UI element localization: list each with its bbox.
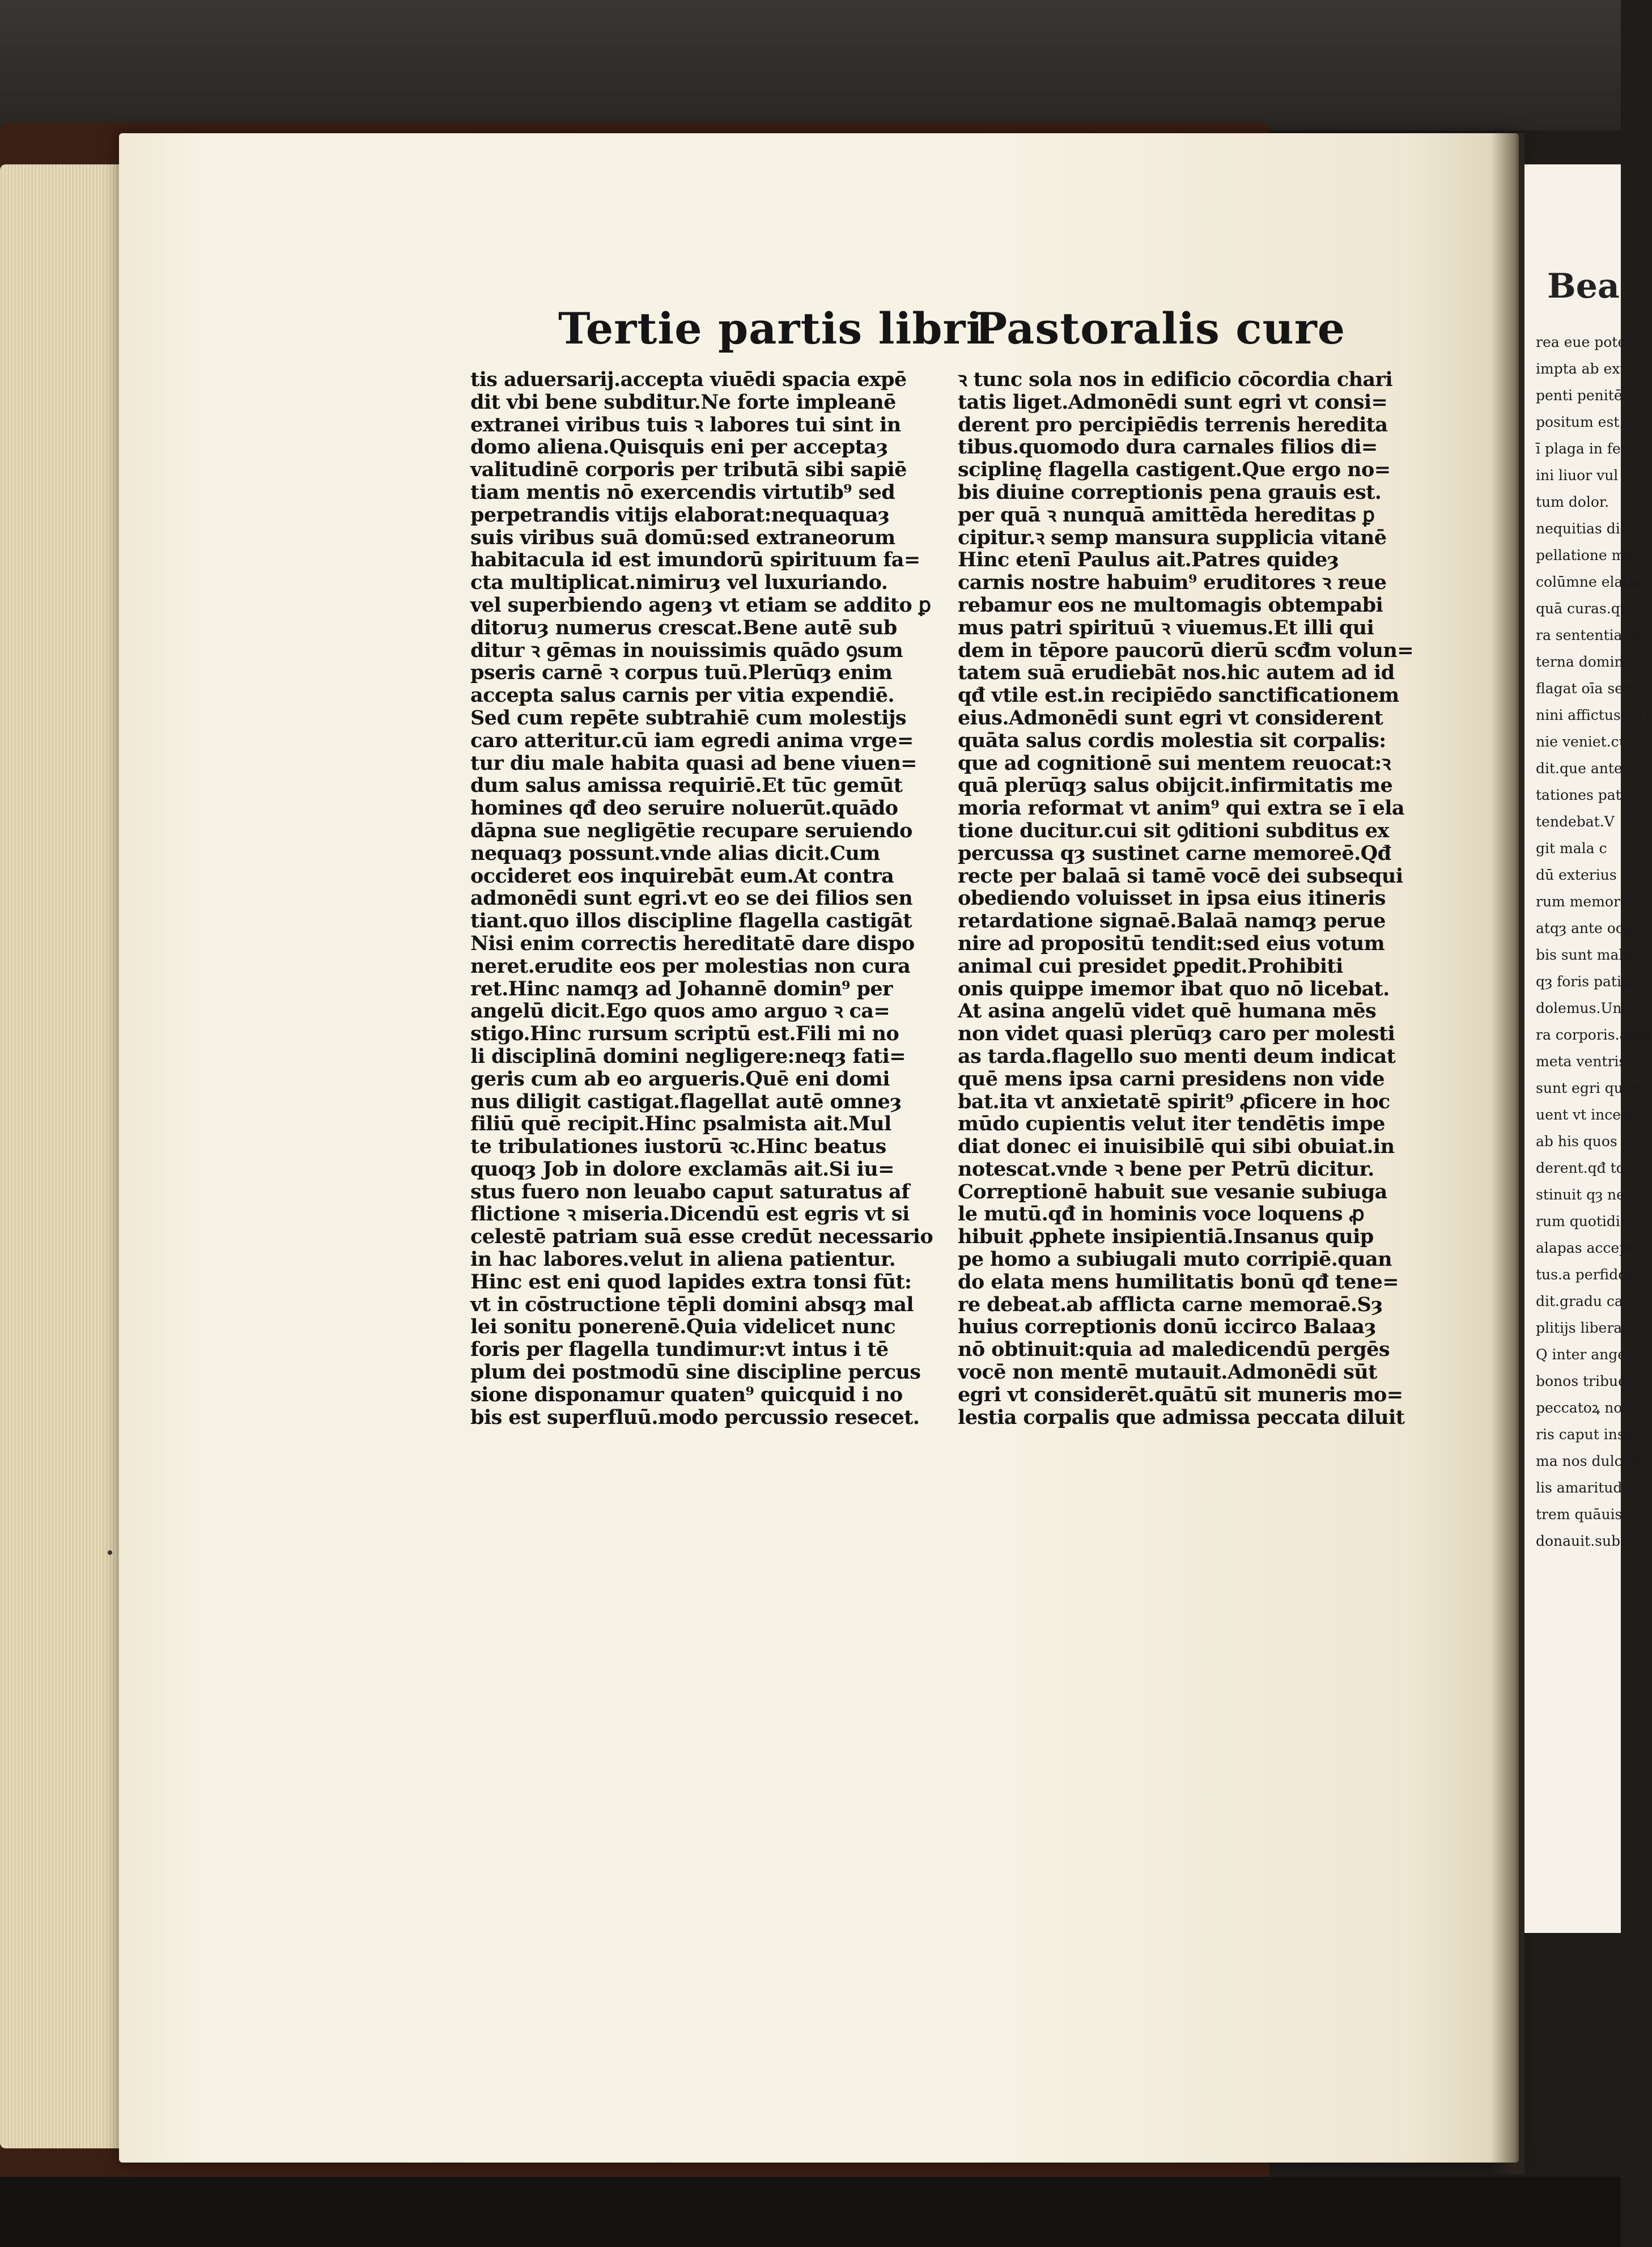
text-line: admonēdi sunt egri.vt eo se dei filios sen	[470, 887, 913, 910]
text-line: quoqȝ Job in dolore exclamās ait.Si iu=	[470, 1157, 894, 1181]
text-line: ī plaga in fec	[1536, 440, 1629, 457]
text-line: celestē patriam suā esse credūt necessario	[470, 1225, 933, 1249]
text-line: derent pro percipiēdis terrenis heredita	[958, 413, 1388, 436]
text-line: quā curas.qui	[1536, 600, 1634, 617]
text-line: At asina angelū videt quē humana mēs	[958, 999, 1377, 1023]
text-line: quē mens ipsa carni presidens non vide	[958, 1067, 1385, 1091]
text-line: nire ad propositū tendit:sed eius votum	[958, 931, 1385, 955]
text-line: carnis nostre habuim⁹ eruditores ꝛ reue	[958, 571, 1387, 595]
text-line: angelū dicit.Ego quos amo arguo ꝛ ca=	[470, 999, 890, 1023]
text-line: domo aliena.Quisquis eni per acceptaȝ	[470, 435, 888, 459]
text-line: nie veniet.cū	[1536, 734, 1628, 750]
text-line: dolemus.Unde	[1536, 1000, 1640, 1016]
text-line: ꝛ tunc sola nos in edificio cōcordia chari	[958, 368, 1393, 391]
text-line: alapas accepi	[1536, 1240, 1633, 1256]
text-line: in hac labores.velut in aliena patientur.	[470, 1248, 896, 1271]
text-line: Hinc est eni quod lapides extra tonsi fūt:	[470, 1270, 912, 1294]
text-line: lis amaritudin	[1536, 1479, 1636, 1496]
text-line: sione disponamur quaten⁹ quicquid i no	[470, 1383, 903, 1406]
text-line: Q inter angelor	[1536, 1346, 1646, 1363]
text-line: nini affictus illi	[1536, 707, 1643, 723]
text-line: filiū quē recipit.Hinc psalmista ait.Mul	[470, 1112, 891, 1136]
text-line: ditur ꝛ gēmas in nouissimis quādo ꝯsum	[470, 638, 903, 662]
text-line: colūmne elatus	[1536, 574, 1645, 590]
text-line: sciplinę flagella castigent.Que ergo no=	[958, 458, 1391, 482]
text-line: tendebat.V	[1536, 813, 1615, 830]
text-line: suis viribus suā domū:sed extraneorum	[470, 525, 895, 549]
adjacent-page-text	[1524, 329, 1652, 1554]
text-line: flictione ꝛ miseria.Dicendū est egris vt si	[470, 1202, 910, 1226]
text-line: impta ab ext	[1536, 361, 1626, 377]
text-line: bat.ita vt anxietatē spirit⁹ ꝓficere in hoc	[958, 1089, 1390, 1113]
text-line: te tribulationes iustorū ꝛc.Hinc beatus	[470, 1135, 886, 1159]
text-line: bis diuine correptionis pena grauis est.	[958, 480, 1382, 504]
text-line: tiant.quo illos discipline flagella castigāt	[470, 909, 912, 933]
text-line: dit vbi bene subditur.Ne forte impleanē	[470, 390, 896, 414]
adjacent-page	[1524, 164, 1652, 1933]
text-line: plum dei postmodū sine discipline percus	[470, 1360, 921, 1384]
text-line: Nisi enim correctis hereditatē dare dispo	[470, 931, 915, 955]
text-line: git mala c	[1536, 840, 1607, 857]
text-line: notescat.vnde ꝛ bene per Petrū dicitur.	[958, 1157, 1374, 1181]
text-line: mūdo cupientis velut iter tendētis impe	[958, 1112, 1385, 1136]
text-line: rea eue poteri	[1536, 334, 1638, 350]
text-line: dit.gradu cati	[1536, 1293, 1633, 1309]
text-line: mus patri spirituū ꝛ viuemus.Et illi qui	[958, 616, 1374, 639]
text-line: nō obtinuit:quia ad maledicendū pergēs	[958, 1338, 1390, 1362]
text-line: percussa qȝ sustinet carne memoreē.Qđ	[958, 841, 1391, 865]
text-line: eius.Admonēdi sunt egri vt considerent	[958, 706, 1383, 730]
text-line: derent.qđ to	[1536, 1160, 1625, 1176]
text-line: quāta salus cordis molestia sit corpalis:	[958, 728, 1386, 752]
page-edges	[0, 164, 130, 2148]
text-line: tus.a perfidor	[1536, 1266, 1634, 1283]
text-line: foris per flagella tundimur:vt intus i tē	[470, 1338, 889, 1362]
text-line: uent vt incessa	[1536, 1106, 1644, 1123]
text-line: nequitias di	[1536, 520, 1620, 537]
text-line: penti penitē	[1536, 387, 1623, 404]
text-line: vt in cōstructione tēpli domini absqȝ mal	[470, 1292, 914, 1316]
text-line: stinuit qȝ ne	[1536, 1186, 1625, 1203]
text-line: rum memori	[1536, 893, 1625, 910]
text-line: vocē non mentē mutauit.Admonēdi sūt	[958, 1360, 1377, 1384]
background-top	[0, 0, 1621, 130]
text-line: hibuit ꝓphete insipientiā.Insanus quip	[958, 1225, 1374, 1249]
text-line: per quā ꝛ nunquā amittēda hereditas ꝑ	[958, 503, 1375, 527]
text-line: vel superbiendo agenȝ vt etiam se addito ꝑ	[470, 593, 931, 617]
text-line: nus diligit castigat.flagellat autē omneȝ	[470, 1089, 902, 1113]
text-line: flagat oīa secret	[1536, 680, 1652, 697]
text-line: ris caput inspu	[1536, 1426, 1643, 1443]
text-line: pe homo a subiugali muto corripiē.quan	[958, 1248, 1392, 1271]
text-line: dum salus amissa requiriē.Et tūc gemūt	[470, 774, 903, 798]
text-line: que ad cognitionē sui mentem reuocat:ꝛ	[958, 751, 1391, 775]
text-line: cta multiplicat.nimiruȝ vel luxuriando.	[470, 571, 888, 595]
text-column-right	[958, 368, 1413, 1429]
text-line: ra corporis.amp	[1536, 1027, 1651, 1043]
text-line: homines qđ deo seruire noluerūt.quādo	[470, 796, 898, 820]
text-line: tatis liget.Admonēdi sunt egri vt consi=	[958, 390, 1388, 414]
text-line: obediendo voluisset in ipsa eius itineris	[958, 887, 1386, 910]
text-line: diat donec ei inuisibilē qui sibi obuiat.in	[958, 1135, 1395, 1159]
text-line: onis quippe imemor ibat quo nō licebat.	[958, 977, 1390, 1000]
text-line: ditoruȝ numerus crescat.Bene autē sub	[470, 616, 897, 639]
text-line: huius correptionis donū iccirco Balaaȝ	[958, 1315, 1377, 1339]
text-line: animal cui presidet ꝑpedit.Prohibiti	[958, 954, 1343, 978]
text-line: ra sententia do	[1536, 627, 1645, 643]
text-line: meta ventris ꝯs	[1536, 1053, 1646, 1070]
text-line: terna domini	[1536, 654, 1628, 670]
text-line: neret.erudite eos per molestias non cura	[470, 954, 911, 978]
text-line: dit.que ante	[1536, 760, 1623, 777]
text-line: bis est superfluū.modo percussio resecet.	[470, 1405, 920, 1429]
text-line: tum dolor.	[1536, 494, 1609, 510]
text-line: positum est.Vn	[1536, 414, 1643, 430]
adjacent-page-title: Bea	[1547, 266, 1620, 306]
page-gutter	[1490, 133, 1524, 2174]
text-line: stigo.Hinc rursum scriptū est.Fili mi no	[470, 1022, 899, 1046]
text-line: Hinc etenī Paulus ait.Patres quideȝ	[958, 548, 1339, 572]
running-head-right: Pastoralis cure	[975, 303, 1346, 354]
text-line: bis sunt male	[1536, 947, 1632, 963]
text-line: stus fuero non leuabo caput saturatus af	[470, 1180, 910, 1203]
text-line: dāpna sue negligētie recupare seruiendo	[470, 819, 912, 842]
text-line: egri vt considerēt.quātū sit muneris mo=	[958, 1383, 1403, 1406]
text-line: tur diu male habita quasi ad bene viuen=	[470, 751, 917, 775]
background-bottom	[0, 2177, 1621, 2247]
text-line: quā plerūqȝ salus obijcit.infirmitatis me	[958, 774, 1393, 798]
text-line: tiam mentis nō exercendis virtutib⁹ sed	[470, 480, 895, 504]
text-line: ab his quos	[1536, 1133, 1617, 1150]
edge-mark	[108, 1550, 112, 1555]
text-line: accepta salus carnis per vitia expendiē.	[470, 684, 895, 707]
text-line: caro atteritur.cū iam egredi anima vrge=	[470, 728, 914, 752]
text-line: perpetrandis vitijs elaborat:nequaquaȝ	[470, 503, 890, 527]
text-line: ma nos dulced	[1536, 1453, 1640, 1469]
text-line: habitacula id est imundorū spirituum fa=	[470, 548, 920, 572]
text-line: non videt quasi plerūqȝ caro per molesti	[958, 1022, 1395, 1046]
text-line: Correptionē habuit sue vesanie subiuga	[958, 1180, 1387, 1203]
text-line: re debeat.ab afflicta carne memoraē.Sȝ	[958, 1292, 1383, 1316]
text-line: peccatoꝝ nos	[1536, 1400, 1630, 1416]
text-line: valitudinē corporis per tributā sibi sapiē	[470, 458, 907, 482]
text-line: do elata mens humilitatis bonū qđ tene=	[958, 1270, 1399, 1294]
text-line: as tarda.flagello suo menti deum indicat	[958, 1044, 1396, 1068]
text-line: ret.Hinc namqȝ ad Johannē domin⁹ per	[470, 977, 893, 1000]
text-line: lestia corpalis que admissa peccata diluit	[958, 1405, 1405, 1429]
text-line: lei sonitu ponerenē.Quia videlicet nunc	[470, 1315, 896, 1339]
text-line: rebamur eos ne multomagis obtempabi	[958, 593, 1383, 617]
text-line: nequaqȝ possunt.vnde alias dicit.Cum	[470, 841, 880, 865]
text-line: trem quāuis	[1536, 1506, 1623, 1523]
text-line: li disciplinā domini negligere:neqȝ fati=	[470, 1044, 906, 1068]
text-line: tione ducitur.cui sit ꝯditioni subditus ex	[958, 819, 1389, 842]
text-line: occideret eos inquirebāt eum.At contra	[470, 864, 894, 888]
text-line: Sed cum repēte subtrahiē cum molestijs	[470, 706, 907, 730]
text-line: sunt egri quate	[1536, 1080, 1646, 1096]
running-head-left: Tertie partis libri	[558, 303, 983, 354]
text-line: retardatione signaē.Balaā namqȝ perue	[958, 909, 1386, 933]
text-line: qđ vtile est.in recipiēdo sanctificationem	[958, 684, 1399, 707]
text-line: pseris carnē ꝛ corpus tuū.Plerūqȝ enim	[470, 661, 893, 685]
text-line: geris cum ab eo argueris.Quē eni domi	[470, 1067, 890, 1091]
text-line: moria reformat vt anim⁹ qui extra se ī ela	[958, 796, 1404, 820]
text-line: donauit.sub	[1536, 1533, 1621, 1549]
text-line: dū exterius	[1536, 867, 1617, 883]
text-line: dem in tēpore paucorū dierū scđm volun=	[958, 638, 1413, 662]
text-line: le mutū.qđ in hominis voce loquens ꝓ	[958, 1202, 1364, 1226]
text-line: recte per balaā si tamē vocē dei subsequi	[958, 864, 1403, 888]
text-line: tationes patimu	[1536, 787, 1649, 803]
text-line: qȝ foris patimu	[1536, 973, 1644, 990]
text-line: tatem suā erudiebāt nos.hic autem ad id	[958, 661, 1395, 685]
text-line: extranei viribus tuis ꝛ labores tui sint in	[470, 413, 901, 436]
text-line: bonos tribuere	[1536, 1373, 1642, 1389]
text-line: ini liuor vul	[1536, 467, 1619, 484]
text-line: tibus.quomodo dura carnales filios di=	[958, 435, 1378, 459]
text-line: plitijs liberare.	[1536, 1320, 1642, 1336]
text-line: rum quotidie	[1536, 1213, 1629, 1230]
text-line: tis aduersarij.accepta viuēdi spacia expē	[470, 368, 907, 391]
text-column-left	[470, 368, 933, 1429]
text-line: pellatione me	[1536, 547, 1634, 563]
text-line: atqȝ ante ocu	[1536, 920, 1633, 936]
text-line: cipitur.ꝛ semp mansura supplicia vitanē	[958, 525, 1387, 549]
